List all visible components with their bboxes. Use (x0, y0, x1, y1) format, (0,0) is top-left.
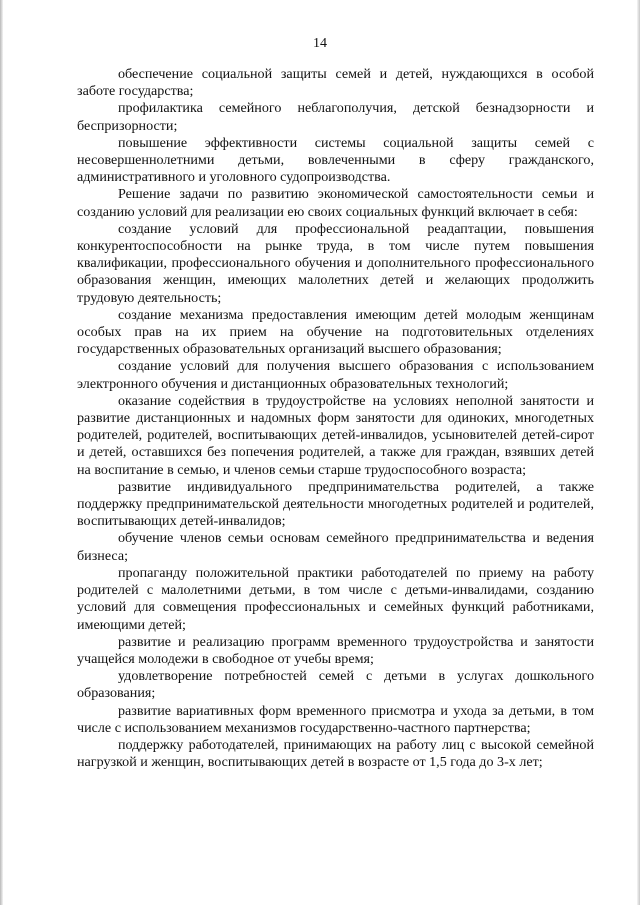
paragraph-8: оказание содействия в трудоустройстве на условиях неполной занятости и развитие дистанционных и надомных форм занятости для одиноких, многодетных родителей, родителей, воспитывающих детей-инвалидов, усыновителей детей-сирот и детей, оставшихся без попечения родителей, а также для граждан, взявших детей на воспитание в семью, и членов семьи старше трудоспособного возраста; (77, 392, 594, 478)
paragraph-4: Решение задачи по развитию экономической самостоятельности семьи и созданию условий для реализации ею своих социальных функций включает в себя: (77, 186, 594, 220)
paragraph-15: поддержку работодателей, принимающих на работу лиц с высокой семейной нагрузкой и женщин, воспитывающих детей в возрасте от 1,5 года до 3-х лет; (77, 736, 594, 771)
document-body (77, 66, 594, 771)
paragraph-5: создание условий для профессиональной реадаптации, повышения конкурентоспособности на рынке труда, в том числе путем повышения квалификации, профессионального обучения и дополнительного профессионального образования женщин, имеющих малолетних детей и желающих продолжить трудовую деятельность; (77, 220, 594, 306)
page-number: 14 (313, 36, 327, 51)
paragraph-11: пропаганду положительной практики работодателей по приему на работу родителей с малолетними детьми, в том числе с детьми-инвалидами, созданию условий для совмещения профессиональных и семейных функций работниками, имеющими детей; (77, 564, 594, 633)
paragraph-3: повышение эффективности системы социальной защиты семей с несовершеннолетними детьми, вовлеченными в сферу гражданского, административного и уголовного судопроизводства. (77, 134, 594, 186)
paragraph-12: развитие и реализацию программ временного трудоустройства и занятости учащейся молодежи в свободное от учебы время; (77, 633, 594, 667)
paragraph-1: обеспечение социальной защиты семей и детей, нуждающихся в особой заботе государства; (77, 66, 594, 100)
paragraph-10: обучение членов семьи основам семейного предпринимательства и ведения бизнеса; (77, 530, 594, 564)
paragraph-13: удовлетворение потребностей семей с детьми в услугах дошкольного образования; (77, 668, 594, 702)
paragraph-2: профилактика семейного неблагополучия, детской безнадзорности и беспризорности; (77, 100, 594, 134)
paragraph-14: развитие вариативных форм временного присмотра и ухода за детьми, в том числе с использованием механизмов государственно-частного партнерства; (77, 702, 594, 736)
paragraph-6: создание механизма предоставления имеющим детей молодым женщинам особых прав на их прием на обучение на подготовительных отделениях государственных образовательных организаций высшего образования; (77, 306, 594, 358)
paragraph-7: создание условий для получения высшего образования с использованием электронного обучения и дистанционных образовательных технологий; (77, 358, 594, 392)
scan-edge-left (0, 0, 3, 905)
paragraph-9: развитие индивидуального предпринимательства родителей, а также поддержку предпринимательской деятельности многодетных родителей и родителей, воспитывающих детей-инвалидов; (77, 478, 594, 530)
